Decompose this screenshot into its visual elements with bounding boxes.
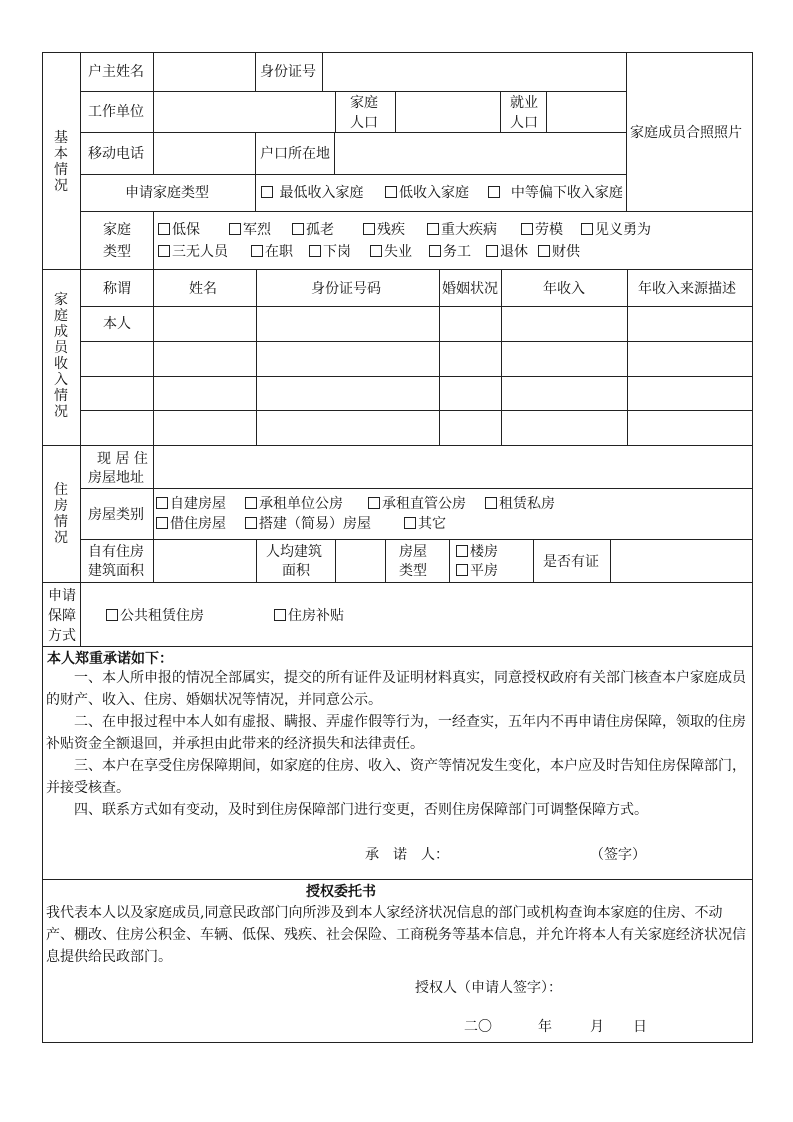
house-category-private-rental[interactable]: 租赁私房 <box>485 497 555 511</box>
family-type-model-worker[interactable]: 劳模 <box>521 223 563 237</box>
checkbox-icon <box>158 223 170 235</box>
employed-pop-label-2: 人口 <box>510 115 538 131</box>
family-type-laid-off[interactable]: 下岗 <box>309 245 351 259</box>
certificate-label: 是否有证 <box>543 554 599 570</box>
id-field[interactable] <box>324 54 624 90</box>
checkbox-icon <box>485 497 497 509</box>
id-label: 身份证号 <box>260 64 316 80</box>
pledge-paragraph-2: 二、在申报过程中本人如有虚报、瞒报、弄虚作假等行为，一经查实，五年内不再申请住房保障，领取的住房补贴资金全额退回，并承担由此带来的经济损失和法律责任。 <box>46 714 746 752</box>
house-category-makeshift[interactable]: 搭建（简易）房屋 <box>245 517 371 531</box>
family-pop-field[interactable] <box>397 93 498 131</box>
col-header-name: 姓名 <box>189 281 217 297</box>
checkbox-icon <box>245 497 257 509</box>
checkbox-icon <box>370 245 382 257</box>
house-category-borrowed[interactable]: 借住房屋 <box>156 517 226 531</box>
date-year-label: 年 <box>538 1019 552 1035</box>
family-type-migrant[interactable]: 务工 <box>429 245 471 259</box>
col-header-marital: 婚姻状况 <box>442 281 498 297</box>
family-type-serious-illness[interactable]: 重大疾病 <box>427 223 497 237</box>
outer-top-border <box>42 52 753 53</box>
outer-left-border <box>42 52 43 1043</box>
apply-type-option-lowest[interactable]: 最低收入家庭 <box>261 186 363 200</box>
mobile-field[interactable] <box>155 134 253 172</box>
hukou-label: 户口所在地 <box>260 146 330 162</box>
checkbox-icon <box>456 564 468 576</box>
own-area-label-2: 建筑面积 <box>88 563 144 579</box>
checkbox-icon <box>251 245 263 257</box>
pledge-paragraph-4: 四、联系方式如有变动，及时到住房保障部门进行变更，否则住房保障部门可调整保障方式。 <box>74 802 648 818</box>
col-header-income-source: 年收入来源描述 <box>638 281 736 297</box>
pledge-sign-note: （签字） <box>590 847 646 863</box>
checkbox-icon <box>156 497 168 509</box>
outer-right-border <box>752 52 753 1043</box>
house-type-label-2: 类型 <box>399 563 427 579</box>
checkbox-icon <box>486 245 498 257</box>
authorization-signer-label: 授权人（申请人签字）： <box>415 980 562 996</box>
checkbox-icon <box>456 545 468 557</box>
address-label-1: 现 居 住 <box>97 451 148 467</box>
authorization-title: 授权委托书 <box>306 884 376 900</box>
house-category-direct-rental[interactable]: 承租直管公房 <box>368 497 466 511</box>
guarantee-label-1: 申请 <box>48 588 76 604</box>
date-month-label: 月 <box>590 1019 604 1035</box>
member-table-rows[interactable] <box>155 308 751 444</box>
pledge-title: 本人郑重承诺如下： <box>47 651 173 667</box>
family-type-junlie[interactable]: 军烈 <box>229 223 271 237</box>
checkbox-icon <box>156 517 168 529</box>
family-type-employed[interactable]: 在职 <box>251 245 293 259</box>
checkbox-icon <box>245 517 257 529</box>
own-area-field[interactable] <box>155 541 254 581</box>
checkbox-icon <box>368 497 380 509</box>
checkbox-icon <box>106 609 118 621</box>
checkbox-icon <box>581 223 593 235</box>
photo-label: 家庭成员合照照片 <box>630 125 742 141</box>
checkbox-icon <box>363 223 375 235</box>
checkbox-icon <box>309 245 321 257</box>
authorization-signature-field[interactable] <box>580 973 740 999</box>
guarantee-label-2: 保障 <box>48 608 76 624</box>
basic-section-label: 基本情况 <box>54 130 68 194</box>
employed-pop-label-1: 就业 <box>510 95 538 111</box>
family-type-dibao[interactable]: 低保 <box>158 223 200 237</box>
per-capita-field[interactable] <box>337 541 383 581</box>
apply-type-label: 申请家庭类型 <box>125 185 209 201</box>
checkbox-icon <box>292 223 304 235</box>
outer-bottom-border <box>42 1042 753 1043</box>
guarantee-option-housing-subsidy[interactable]: 住房补贴 <box>274 609 344 623</box>
head-name-label: 户主姓名 <box>88 64 144 80</box>
col-header-id: 身份证号码 <box>311 281 381 297</box>
checkbox-icon <box>538 245 550 257</box>
family-type-unemployed[interactable]: 失业 <box>370 245 412 259</box>
family-type-hero[interactable]: 见义勇为 <box>581 223 651 237</box>
members-section-label: 家庭成员收入情况 <box>54 292 68 420</box>
member-row-self-label: 本人 <box>103 316 131 332</box>
housing-section-label: 住房情况 <box>54 482 68 546</box>
checkbox-icon <box>385 186 397 198</box>
family-type-retired[interactable]: 退休 <box>486 245 528 259</box>
family-type-label-1: 家庭 <box>103 222 131 238</box>
checkbox-icon <box>158 245 170 257</box>
house-type-bungalow[interactable]: 平房 <box>456 564 498 578</box>
family-type-label-2: 类型 <box>103 244 131 260</box>
checkbox-icon <box>261 186 273 198</box>
own-area-label-1: 自有住房 <box>88 544 144 560</box>
guarantee-label-3: 方式 <box>48 628 76 644</box>
col-header-relation: 称谓 <box>103 281 131 297</box>
head-name-field[interactable] <box>155 54 253 90</box>
certificate-field[interactable] <box>612 541 751 581</box>
employer-field[interactable] <box>155 93 333 131</box>
pledge-signature-field[interactable] <box>470 840 580 866</box>
per-capita-label-1: 人均建筑 <box>266 544 322 560</box>
apply-type-option-mid-low[interactable]: 中等偏下收入家庭 <box>488 186 623 200</box>
house-category-label: 房屋类别 <box>88 507 144 523</box>
family-pop-label-1: 家庭 <box>350 95 378 111</box>
mobile-label: 移动电话 <box>88 146 144 162</box>
checkbox-icon <box>404 517 416 529</box>
date-prefix: 二〇 <box>464 1019 492 1035</box>
checkbox-icon <box>521 223 533 235</box>
date-day-label: 日 <box>633 1019 647 1035</box>
per-capita-label-2: 面积 <box>282 563 310 579</box>
apply-type-option-low[interactable]: 低收入家庭 <box>385 186 469 200</box>
pledge-signer-label: 承 诺 人： <box>365 847 449 863</box>
col-header-income: 年收入 <box>543 281 585 297</box>
pledge-paragraph-3: 三、本户在享受住房保障期间，如家庭的住房、收入、资产等情况发生变化，本户应及时告知住房保障部门，并接受核查。 <box>46 758 746 796</box>
guarantee-option-public-rental[interactable]: 公共租赁住房 <box>106 609 204 623</box>
employer-label: 工作单位 <box>88 104 144 120</box>
house-category-other[interactable]: 其它 <box>404 517 446 531</box>
hukou-field[interactable] <box>336 134 624 172</box>
pledge-paragraph-1: 一、本人所申报的情况全部属实，提交的所有证件及证明材料真实，同意授权政府有关部门核查本户家庭成员的财产、收入、住房、婚姻状况等情况，并同意公示。 <box>46 670 746 708</box>
address-field[interactable] <box>155 447 751 487</box>
house-type-building[interactable]: 楼房 <box>456 545 498 559</box>
authorization-body: 我代表本人以及家庭成员,同意民政部门向所涉及到本人家经济状况信息的部门或机构查询本家庭的住房、不动产、棚改、住房公积金、车辆、低保、残疾、社会保险、工商税务等基本信息，并允许将本人有关家庭经济状况信息提供给民政部门。 <box>46 905 746 965</box>
checkbox-icon <box>427 223 439 235</box>
checkbox-icon <box>274 609 286 621</box>
house-category-unit-rental[interactable]: 承租单位公房 <box>245 497 343 511</box>
family-pop-label-2: 人口 <box>350 115 378 131</box>
checkbox-icon <box>429 245 441 257</box>
checkbox-icon <box>229 223 241 235</box>
family-type-canji[interactable]: 残疾 <box>363 223 405 237</box>
address-label-2: 房屋地址 <box>88 470 144 486</box>
checkbox-icon <box>488 186 500 198</box>
house-category-self-built[interactable]: 自建房屋 <box>156 497 226 511</box>
house-type-label-1: 房屋 <box>399 544 427 560</box>
family-photo-area[interactable] <box>628 54 751 210</box>
family-type-gulao[interactable]: 孤老 <box>292 223 334 237</box>
family-type-sanwu[interactable]: 三无人员 <box>158 245 228 259</box>
family-type-public-funded[interactable]: 财供 <box>538 245 580 259</box>
employed-pop-field[interactable] <box>548 93 624 131</box>
